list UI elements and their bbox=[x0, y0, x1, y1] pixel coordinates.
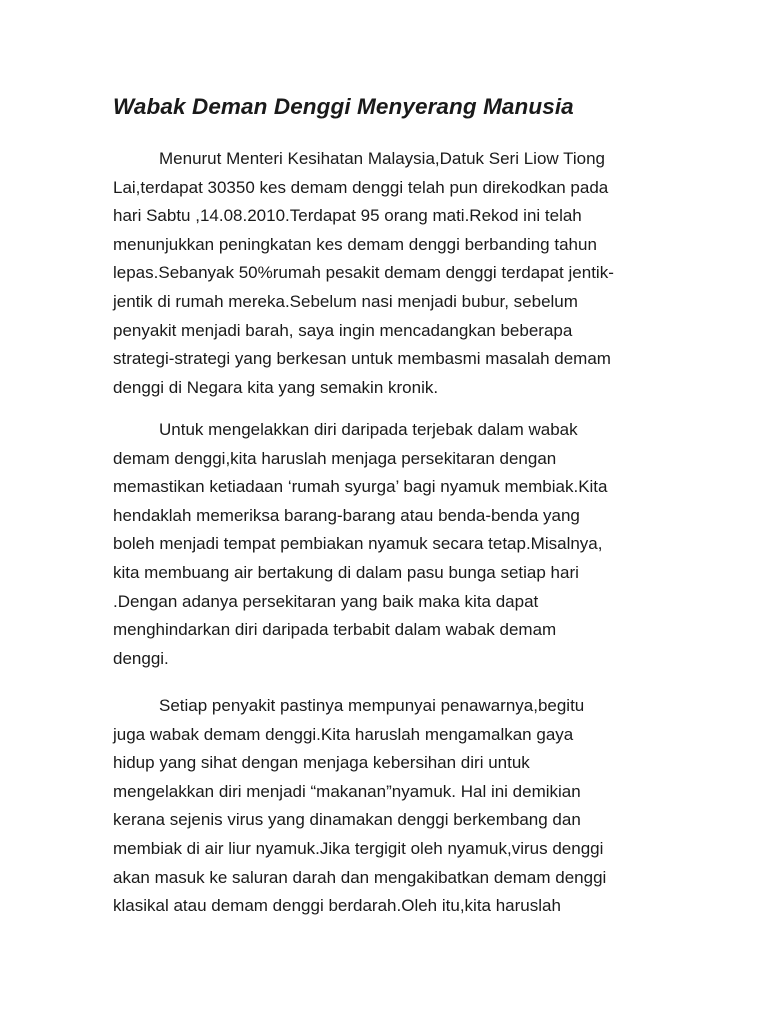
paragraph-line: memastikan ketiadaan ‘rumah syurga’ bagi nyamuk membiak.Kita bbox=[113, 477, 608, 497]
paragraph-line: kerana sejenis virus yang dinamakan denggi berkembang dan bbox=[113, 810, 581, 830]
paragraph-line: menghindarkan diri daripada terbabit dalam wabak demam bbox=[113, 620, 557, 640]
paragraph-line: Untuk mengelakkan diri daripada terjebak dalam wabak bbox=[159, 420, 578, 439]
paragraph-line: membiak di air liur nyamuk.Jika tergigit oleh nyamuk,virus denggi bbox=[113, 838, 604, 858]
paragraph-line: akan masuk ke saluran darah dan mengakibatkan demam denggi bbox=[113, 867, 607, 887]
paragraph-line: penyakit menjadi barah, saya ingin mencadangkan beberapa bbox=[113, 320, 573, 340]
paragraph-line: juga wabak demam denggi.Kita haruslah mengamalkan gaya bbox=[113, 724, 574, 744]
paragraph-line: kita membuang air bertakung di dalam pasu bunga setiap hari bbox=[113, 562, 579, 582]
paragraph-line: lepas.Sebanyak 50%rumah pesakit demam denggi terdapat jentik- bbox=[113, 263, 614, 283]
paragraph-line: klasikal atau demam denggi berdarah.Oleh itu,kita haruslah bbox=[113, 896, 561, 916]
paragraph-line: boleh menjadi tempat pembiakan nyamuk secara tetap.Misalnya, bbox=[113, 534, 603, 554]
paragraph-line: strategi-strategi yang berkesan untuk membasmi masalah demam bbox=[113, 349, 611, 369]
paragraph-line: demam denggi,kita haruslah menjaga persekitaran dengan bbox=[113, 448, 557, 468]
paragraph-line: denggi di Negara kita yang semakin kronik. bbox=[113, 377, 439, 397]
paragraph-line: Setiap penyakit pastinya mempunyai penawarnya,begitu bbox=[159, 696, 585, 715]
paragraph-3 bbox=[113, 692, 606, 921]
paragraph-line: menunjukkan peningkatan kes demam denggi berbanding tahun bbox=[113, 234, 597, 254]
paragraph-line: mengelakkan diri menjadi “makanan”nyamuk. Hal ini demikian bbox=[113, 781, 581, 801]
paragraph-line: Lai,terdapat 30350 kes demam denggi telah pun direkodkan pada bbox=[113, 177, 609, 197]
paragraph-line: jentik di rumah mereka.Sebelum nasi menjadi bubur, sebelum bbox=[113, 291, 578, 311]
page-title: Wabak Deman Denggi Menyerang Manusia bbox=[113, 94, 574, 119]
paragraph-line: hari Sabtu ,14.08.2010.Terdapat 95 orang mati.Rekod ini telah bbox=[113, 206, 582, 226]
paragraph-line: denggi. bbox=[113, 648, 169, 668]
paragraph-1 bbox=[113, 145, 614, 402]
paragraph-line: Menurut Menteri Kesihatan Malaysia,Datuk Seri Liow Tiong bbox=[159, 149, 605, 168]
paragraph-line: hendaklah memeriksa barang-barang atau benda-benda yang bbox=[113, 505, 580, 525]
paragraph-line: hidup yang sihat dengan menjaga kebersihan diri untuk bbox=[113, 753, 530, 773]
paragraph-line: .Dengan adanya persekitaran yang baik maka kita dapat bbox=[113, 591, 539, 611]
paragraph-2 bbox=[113, 416, 608, 673]
